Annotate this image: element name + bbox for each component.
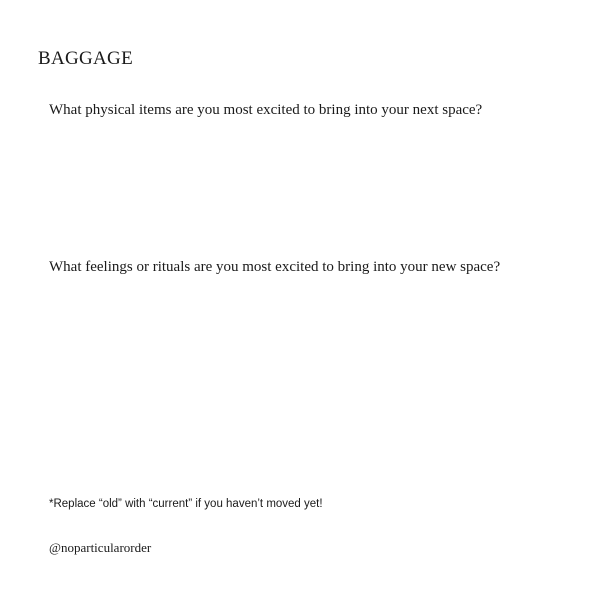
page-title: BAGGAGE	[38, 48, 133, 69]
footnote: *Replace “old” with “current” if you haven’t moved yet!	[49, 498, 323, 510]
social-handle: @noparticularorder	[49, 540, 152, 555]
question-physical-items: What physical items are you most excited to bring into your next space?	[49, 102, 483, 118]
question-feelings-rituals: What feelings or rituals are you most excited to bring into your new space?	[49, 259, 501, 275]
